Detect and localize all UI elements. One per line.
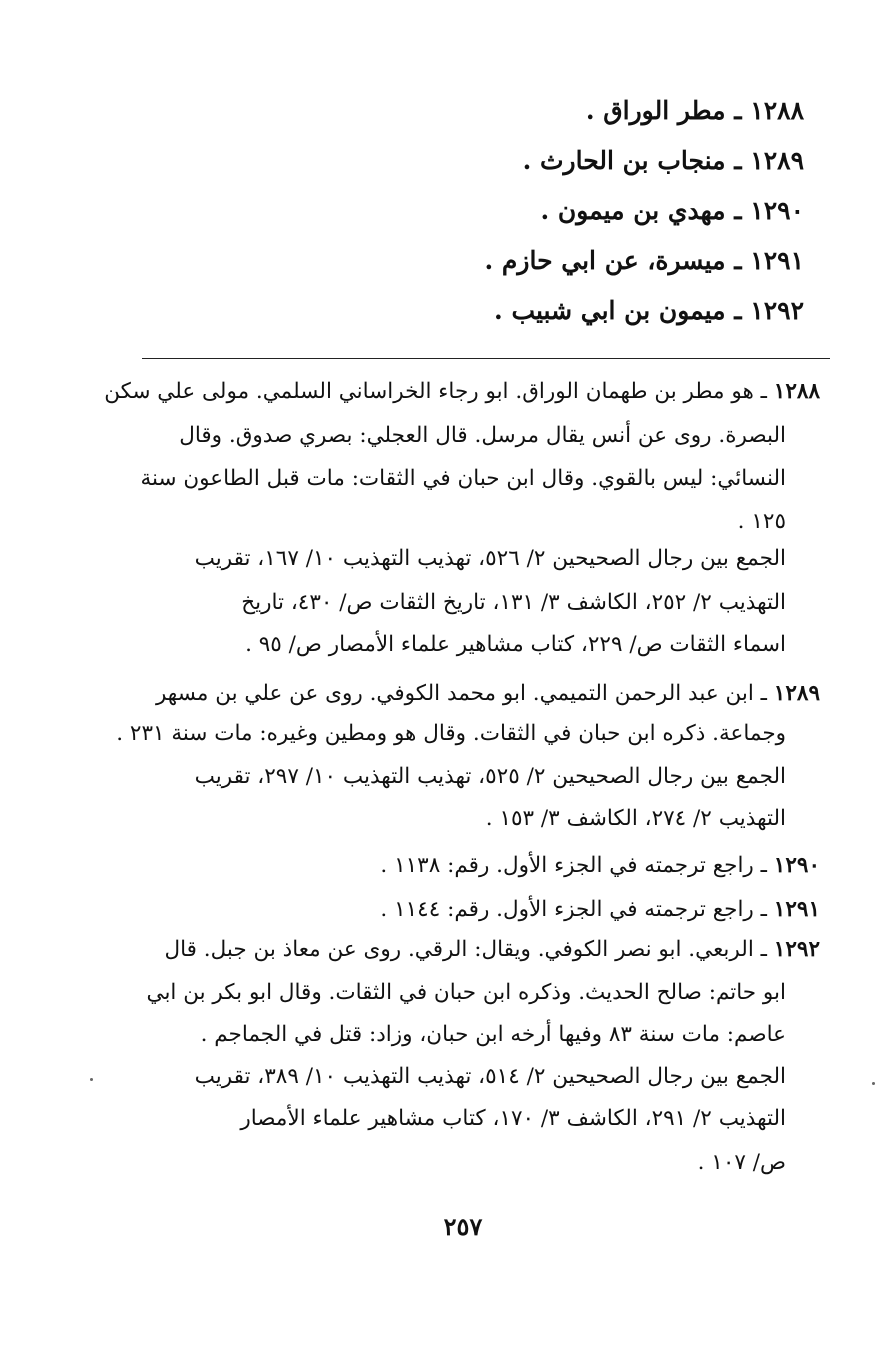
footnote-line: الجمع بين رجال الصحيحين ٢/ ٥٢٦، تهذيب التهذيب ١٠/ ١٦٧، تقريب xyxy=(194,546,786,571)
footnote-line: اسماء الثقات ص/ ٢٢٩، كتاب مشاهير علماء الأمصار ص/ ٩٥ . xyxy=(245,632,786,657)
entry-heading-1290: ١٢٩٠ ـ مهدي بن ميمون . xyxy=(540,196,804,225)
entry-heading-1292: ١٢٩٢ ـ ميمون بن ابي شبيب . xyxy=(494,296,804,325)
footnote-number: ١٢٨٨ xyxy=(773,379,820,404)
footnote-line: البصرة. روى عن أنس يقال مرسل. قال العجلي: بصري صدوق. وقال xyxy=(179,423,786,448)
footnote-line: التهذيب ٢/ ٢٩١، الكاشف ٣/ ١٧٠، كتاب مشاهير علماء الأمصار xyxy=(240,1106,786,1131)
entry-heading-1291: ١٢٩١ ـ ميسرة، عن ابي حازم . xyxy=(484,246,804,275)
footnote-line: التهذيب ٢/ ٢٧٤، الكاشف ٣/ ١٥٣ . xyxy=(485,806,786,831)
footnote-line: ١٢٩٠ ـ راجع ترجمته في الجزء الأول. رقم: ١١٣٨ . xyxy=(380,853,820,878)
footnote-line: النسائي: ليس بالقوي. وقال ابن حبان في الثقات: مات قبل الطاعون سنة xyxy=(140,466,786,491)
entry-heading-1289: ١٢٨٩ ـ منجاب بن الحارث . xyxy=(522,146,804,175)
footnote-line: الجمع بين رجال الصحيحين ٢/ ٥١٤، تهذيب التهذيب ١٠/ ٣٨٩، تقريب xyxy=(194,1064,786,1089)
scan-speck xyxy=(872,1082,875,1085)
entry-heading-1288: ١٢٨٨ ـ مطر الوراق . xyxy=(585,96,804,125)
footnote-number: ١٢٩٠ xyxy=(773,853,820,878)
footnote-number: ١٢٩٢ xyxy=(773,937,820,962)
footnote-line: ١٢٨٩ ـ ابن عبد الرحمن التميمي. ابو محمد الكوفي. روى عن علي بن مسهر xyxy=(155,681,820,706)
footnote-line: ١٢٨٨ ـ هو مطر بن طهمان الوراق. ابو رجاء الخراساني السلمي. مولى علي سكن xyxy=(104,379,820,404)
footnote-number: ١٢٩١ xyxy=(773,897,820,922)
footnote-line: ص/ ١٠٧ . xyxy=(697,1150,786,1175)
footnote-line: ١٢٩٢ ـ الربعي. ابو نصر الكوفي. ويقال: الرقي. روى عن معاذ بن جبل. قال xyxy=(164,937,820,962)
footnote-divider xyxy=(142,358,830,359)
footnote-line: ١٢٩١ ـ راجع ترجمته في الجزء الأول. رقم: ١١٤٤ . xyxy=(380,897,820,922)
footnote-number: ١٢٨٩ xyxy=(773,681,820,706)
page-number: ٢٥٧ xyxy=(443,1212,483,1241)
footnote-line: ١٢٥ . xyxy=(737,509,786,534)
footnote-line: عاصم: مات سنة ٨٣ وفيها أرخه ابن حبان، وزاد: قتل في الجماجم . xyxy=(200,1022,786,1047)
footnote-line: الجمع بين رجال الصحيحين ٢/ ٥٢٥، تهذيب التهذيب ١٠/ ٢٩٧، تقريب xyxy=(194,764,786,789)
footnote-line: وجماعة. ذكره ابن حبان في الثقات. وقال هو ومطين وغيره: مات سنة ٢٣١ . xyxy=(116,721,786,746)
footnote-line: ابو حاتم: صالح الحديث. وذكره ابن حبان في الثقات. وقال ابو بكر بن ابي xyxy=(146,980,786,1005)
footnote-line: التهذيب ٢/ ٢٥٢، الكاشف ٣/ ١٣١، تاريخ الثقات ص/ ٤٣٠، تاريخ xyxy=(241,590,786,615)
scan-speck xyxy=(90,1078,93,1081)
